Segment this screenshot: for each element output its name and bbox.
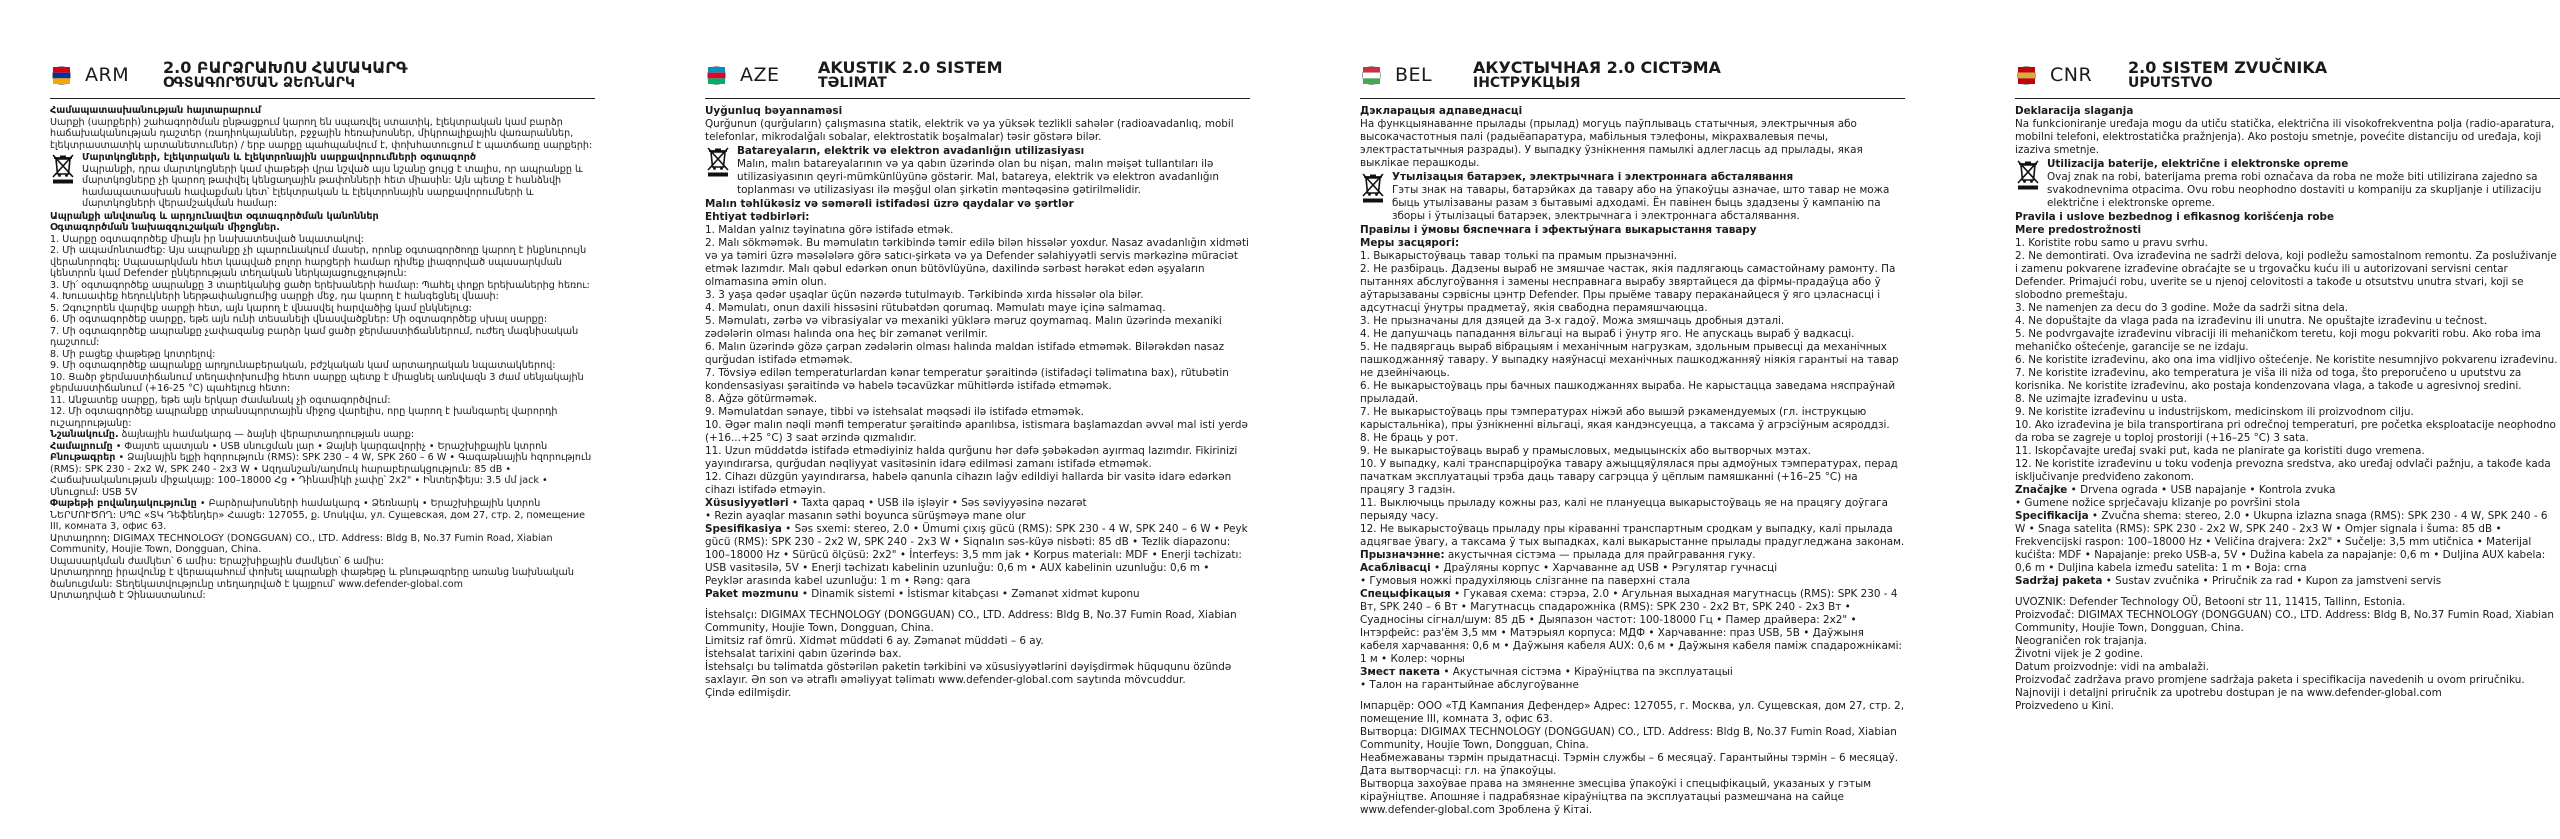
paragraph: 2. Ne demontirati. Ova izrađevina ne sadrži delova, koji podležu samostalnom remontu. Za posluživanje i zamenu pokvarene izrađevine obraćajte se u trgovačku kuću ili u autorizovani servisni centar Defender. Primajući robu, uverite se u njenoj celovitosti a takođe u otsutstvu unutra stvari, koji se slobodno premeštaju. bbox=[2015, 250, 2557, 301]
paragraph-label: Xüsusiyyətləri bbox=[705, 497, 789, 509]
section-heading: Mere predostrožnosti bbox=[2015, 224, 2142, 236]
disposal-notice bbox=[705, 145, 1250, 197]
paragraph: 9. Məmulatdan sənaye, tibbi və istehsalat məqsədi ilə istifadə etməmək. bbox=[705, 406, 1084, 418]
labeled-paragraph bbox=[50, 452, 595, 498]
paragraph: Вытворца захоўвае права на змяненне змесціва ўпакоўкі і спецыфікацый, указаных у гэтым кіраўніцтве. Апошняе і падрабязнае кіраўніцтва па эксплуатацыі размешчана на сайце www.defender-global.com Зроблена ў Кітаі. bbox=[1360, 778, 1872, 816]
product-title: 2.0 SISTEM ZVUČNIKA bbox=[2128, 57, 2328, 77]
paragraph: 1. Выкарыстоўваць тавар толькі па прамым прызначэнні. bbox=[1360, 250, 1678, 262]
paragraph-label: Համալրումը bbox=[50, 440, 113, 452]
spacer bbox=[1360, 692, 1905, 700]
paragraph: 2. Malı sökməmək. Bu məmulatın tərkibində təmir edilə bilən hissələr yoxdur. Nasaz avadanlığın xidməti və ya təmiri üzrə məsələlərə görə satıcı-şirkətə və ya Defender səlahiyyətli servis mərkəzinə müraciət etmək lazımdır. Malı qəbul edərkən onun bütövlüyünə, daxilində sərbəst hərəkət edən əşyaların olmamasına əmin olun. bbox=[705, 237, 1249, 288]
column-body bbox=[1360, 105, 1905, 817]
section-heading: Uyğunluq bəyannaməsi bbox=[705, 105, 843, 117]
paragraph: 10. Əgər malın nəqli mənfi temperatur şəraitində aparılıbsa, istismara başlamazdan əvvəl mal isti yerdə (+16...+25 °C) 3 saat ərzində qızmalıdır. bbox=[705, 419, 1248, 444]
paragraph-label: Բնութագրեր bbox=[50, 452, 116, 463]
column-header bbox=[1360, 52, 1905, 99]
section-heading: Правілы і ўмовы бяспечнага і эфектыўнага выкарыстання тавару bbox=[1360, 224, 1757, 236]
paragraph: 3. Не прызначаны для дзяцей да 3-х гадоў. Можа змяшчаць дробныя дэталі. bbox=[1360, 315, 1785, 327]
disposal-body: Ապրանքի, դրա մարտկոցների կամ փաթեթի վրա նշված այս նշանը ցույց է տալիս, որ ապրանքը և մարտկոցները չի կարող թափվել կենցաղային թափոնների հետ միասին: Այն պետք է հանձնվի համապատասխան հավաքման կետ՝ էլեկտրական և էլեկտրոնային սարքավորումների և մարտկոցների վերամշակման համար: bbox=[82, 163, 583, 209]
crossed-bin-icon bbox=[50, 152, 76, 184]
paragraph-label: Փաթեթի բովանդակությունը bbox=[50, 498, 197, 509]
language-code: CNR bbox=[2050, 64, 2093, 86]
product-subtitle: ՕԳՏԱԳՈՐԾՄԱՆ ՁԵՌՆԱՐԿ bbox=[163, 75, 355, 92]
product-subtitle: ІНСТРУКЦЫЯ bbox=[1473, 75, 1581, 92]
paragraph-label: Спецыфікацыя bbox=[1360, 588, 1451, 600]
paragraph: Неабмежаваны тэрмін прыдатнасці. Тэрмін службы – 6 месяцаў. Гарантыйны тэрмін – 6 месяцаў. Дата вытворчасці: гл. на ўпакоўцы. bbox=[1360, 752, 1899, 777]
paragraph-value: • Taxta qapaq • USB ilə işləyir • Səs səviyyəsinə nəzarət bbox=[788, 497, 1087, 509]
disposal-text bbox=[1392, 171, 1905, 223]
section-heading: Malın təhlükəsiz və səmərəli istifadəsi üzrə qaydalar və şərtlər bbox=[705, 198, 1074, 210]
section-heading: Deklaracija slaganja bbox=[2015, 105, 2134, 117]
paragraph-label: Značajke bbox=[2015, 484, 2068, 496]
paragraph: 9. Մի օգտագործեք ապրանքը արդյունաբերական, բժշկական կամ արտադրական նպատակներով: bbox=[50, 360, 556, 371]
paragraph: Proizvođač zadržava pravo promjene sadržaja paketa i specifikacija navedenih u ovom priručniku. Najnoviji i detaljni priručnik za upotrebu dostupan je na www.defender-global.com bbox=[2015, 674, 2525, 699]
paragraph: 1. Սարքը օգտագործեք միայն իր նախատեսված նպատակով: bbox=[50, 233, 364, 245]
language-column-arm bbox=[50, 52, 595, 832]
paragraph-label: Specifikacija bbox=[2015, 510, 2089, 522]
paragraph: 1. Koristite robu samo u pravu svrhu. bbox=[2015, 237, 2208, 249]
paragraph: 11. Iskopčavajte uređaj svaki put, kada ne planirate ga koristiti dugo vremena. bbox=[2015, 445, 2425, 457]
column-header bbox=[50, 52, 595, 99]
language-column-cnr bbox=[2015, 52, 2560, 832]
paragraph: • Gumene nožice sprječavaju klizanje po površini stola bbox=[2015, 497, 2301, 509]
labeled-paragraph bbox=[1360, 562, 1905, 575]
paragraph: • Rezin ayaqlar masanın səthi boyunca sürüşməyə mane olur bbox=[705, 510, 1026, 522]
paragraph: 8. Не браць у рот. bbox=[1360, 432, 1459, 444]
paragraph-value: • Səs sxemi: stereo, 2.0 • Ümumi çıxış gücü (RMS): SPK 230 - 4 W, SPK 240 – 6 W • Peyk gücü (RMS): SPK 230 - 2x2 W, SPK 240 - 2x3 W • Siqnalın səs-küyə nisbəti: 85 dB • Tezlik diapazonu: 100–18000 Hz • Sürücü ölçüsü: 2x2" • İnterfeys: 3,5 mm jak • Korpus materialı: MDF • Enerji təchizatı: USB vasitəsilə, 5V • Enerji təchizatı kabelinin uzunluğu: 0,6 m • AUX kabelinin uzunluğu: 0,6 m • Peyklər arasında kabel uzunluğu: 1 m • Rəng: qara bbox=[705, 523, 1248, 587]
paragraph: UVOZNIK: Defender Technology OÜ, Betooni str 11, 11415, Tallinn, Estonia. bbox=[2015, 596, 2406, 608]
title-block bbox=[163, 59, 408, 92]
section-heading: Ehtiyat tədbirləri: bbox=[705, 211, 810, 223]
paragraph-value: • Sustav zvučnika • Priručnik za rad • Kupon za jamstveni servis bbox=[2102, 575, 2442, 587]
paragraph: 12. Ne koristite izrađevinu u toku vođenja prevozna sredstva, ako uređaj odvlači pažnju, a takođe kada isključivanje predviđeno zakonom. bbox=[2015, 458, 2551, 483]
paragraph-label: Прызначэнне: bbox=[1360, 549, 1445, 561]
paragraph: 12. Cihazı düzgün yayındırarsa, habelə qanunla cihazın lağv edildiyi hallarda bir vasitə idarə edərkən cihazı istifadə etməyin. bbox=[705, 471, 1232, 496]
crossed-bin-icon bbox=[1360, 171, 1386, 203]
flag-icon bbox=[707, 66, 726, 85]
paragraph: 3. Մի՛ օգտագործեք ապրանքը 3 տարեկանից ցածր երեխաների համար: Պահել փոքր երեխաներից հեռու: bbox=[50, 279, 590, 291]
paragraph: 10. Ցածր ջերմաստիճանում տեղափոխումից հետո սարքը պետք է միացնել առնվազն 3 ժամ սենյակային ջերմաստիճանում (+16-25 °C) պահելուց հետո: bbox=[50, 371, 584, 394]
labeled-paragraph bbox=[705, 523, 1250, 588]
paragraph-value: • Բարձրախոսների համակարգ • Ձեռնարկ • Երաշխիքային կտրոն bbox=[196, 498, 541, 509]
section-heading: Меры засцярогі: bbox=[1360, 237, 1460, 249]
paragraph: Životni vijek je 2 godine. bbox=[2015, 648, 2144, 660]
paragraph: 11. Uzun müddətdə istifadə etmədiyiniz halda qurğunu hər dəfə şəbəkədən ayırmaq lazımdır. Fikirinizi yayındırarsa, qurğudan nəqliyyat vasitəsinin idarə edilməsi zamanı istifadə etməmək. bbox=[705, 445, 1238, 470]
paragraph-value: • Ձայնային ելքի հզորություն (RMS): SPK 230 – 4 W, SPK 260 – 6 W • Գագաթնային հզորություն (RMS): SPK 230 - 2x2 W, SPK 240 - 2x3 W • Ազդանշան/աղմուկ հարաբերակցություն: 85 dB • Հաճախականության միջակայք: 100–18000 Հց • Դինամիկի չափը՝ 2x2" • Ինտերֆեյս: 3.5 մմ jack • Սնուցում: USB 5V bbox=[50, 452, 592, 498]
labeled-paragraph bbox=[1360, 666, 1905, 679]
language-code: BEL bbox=[1395, 64, 1433, 86]
product-title: AKUSTIK 2.0 SISTEM bbox=[818, 57, 1003, 77]
paragraph: 4. Ne dopuštajte da vlaga pada na izrađevinu ili unutra. Ne opuštajte izrađevinu u tečnost. bbox=[2015, 315, 2488, 327]
column-body bbox=[2015, 105, 2560, 713]
paragraph: Արտադրված է Չինաստանում: bbox=[50, 590, 206, 601]
paragraph: 4. Не дапушчаць пападання вільгаці на выраб і ўнутр яго. Не апускаць выраб ў вадкасці. bbox=[1360, 328, 1855, 340]
column-body bbox=[705, 105, 1250, 700]
column-header bbox=[705, 52, 1250, 99]
column-body bbox=[50, 105, 595, 602]
paragraph: 6. Մի օգտագործեք սարքը, եթե այն ունի տեսանելի վնասվածքներ: Մի օգտագործեք սխալ սարքը: bbox=[50, 314, 548, 325]
disposal-heading: Մարտկոցների, էլեկտրական և էլեկտրոնային սարքավորումների օգտագործ bbox=[82, 152, 477, 163]
title-block bbox=[1473, 59, 1721, 92]
paragraph: 7. Tövsiyə edilən temperaturlardan kənar temperatur şəraitində (istifadəçi təlimatına bax), rütubətin kondensasiyası şəraitində və habelə təcavüzkar mühitlərdə istifadə etməmək. bbox=[705, 367, 1229, 392]
paragraph: Çində edilmişdir. bbox=[705, 687, 792, 699]
paragraph: 7. Не выкарыстоўваць пры тэмпературах ніжэй або вышэй рэкамендуемых (гл. інструкцыю карыстальніка), пры ўзнікненні вільгаці, якая кандэнсуецца, а таксама ў агрэсіўным асяроддзі. bbox=[1360, 406, 1890, 431]
labeled-paragraph bbox=[1360, 549, 1905, 562]
disposal-body: Ovaj znak na robi, baterijama prema robi označava da roba ne može biti utilizirana zajedno sa svakodnevnima otpacima. Ovu robu neophodno dostaviti u kompaniju za skupljanje i utilizaciju električne i elektronske opreme. bbox=[2047, 171, 2542, 209]
column-header bbox=[2015, 52, 2560, 99]
paragraph: 6. Ne koristite izrađevinu, ako ona ima vidljivo oštećenje. Ne koristite nesumnjivo pokvarenu izrađevinu. bbox=[2015, 354, 2558, 366]
product-subtitle: TƏLIMAT bbox=[818, 75, 887, 92]
paragraph: 6. Не выкарыстоўваць пры бачных пашкоджаннях выраба. Не карыстацца заведама няспраўнай прыладай. bbox=[1360, 380, 1896, 405]
labeled-paragraph bbox=[2015, 575, 2560, 588]
paragraph: 3. Ne namenjen za decu do 3 godine. Može da sadrži sitna dela. bbox=[2015, 302, 2349, 314]
paragraph-label: Նշանակումը. bbox=[50, 429, 119, 440]
title-block bbox=[2128, 59, 2327, 92]
paragraph: 7. Մի օգտագործեք ապրանքը չափազանց բարձր կամ ցածր ջերմաստիճաններում, ուժեղ մագնիսական դաշտում: bbox=[50, 325, 579, 348]
paragraph: İstehsalçı: DIGIMAX TECHNOLOGY (DONGGUAN) CO., LTD. Address: Bldg B, No.37 Fumin Road, Xiabian Community, Houjie Town, Dongguan, China. bbox=[705, 609, 1237, 634]
paragraph: 4. Խուսափեք հեղուկների ներթափանցումից սարքի մեջ, դա կարող է հանգեցնել վնասի: bbox=[50, 291, 499, 302]
paragraph: 2. Մի ապամոնտաժեք: Այս ապրանքը չի պարունակում մասեր, որոնք օգտագործողը կարող է ինքնուրույն վերանորոգել: Սպասարկման հետ կապված բոլոր հարցերի համար դիմեք լիազորված սպասարկման կենտրոն կամ Defender ընկերության տեղական ներկայացուցչություն: bbox=[50, 245, 587, 279]
section-heading: Օգտագործման նախազգուշական միջոցներ. bbox=[50, 222, 280, 233]
disposal-notice bbox=[1360, 171, 1905, 223]
paragraph: 11. Выключыць прыладу кожны раз, калі не плануецца выкарыстоўваць яе на працягу доўгага перыяду часу. bbox=[1360, 497, 1888, 522]
paragraph: 5. Ne podvrgavajte izrađevinu vibraciji ili mehaničkom teretu, koji mogu pokvariti robu. Ako roba ima mehaničko oštećenje, garancije se ne izdaju. bbox=[2015, 328, 2541, 353]
paragraph: 5. Məmulatı, zərbə və vibrasiyalar və mexaniki yüklərə məruz qoymamaq. Malın üzərində mexaniki zədələrin olması halında ona heç bir zəmanət verilmir. bbox=[705, 315, 1222, 340]
paragraph-value: • Гукавая схема: стэрэа, 2.0 • Агульная выхадная магутнасць (RMS): SPK 230 - 4 Вт, SPK 240 – 6 Вт • Магутнасць спадарожніка (RMS): SPK 230 - 2x2 Вт, SPK 240 - 2x3 Вт • Суадносіны сігнал/шум: 85 дБ • Дыяпазон частот: 100-18000 Гц • Памер драйвера: 2x2" • Інтэрфейс: раз'ём 3,5 мм • Матэрыял корпуса: МДФ • Харчаванне: праз USB, 5В • Даўжыня кабеля харчавання: 0,6 м • Даўжыня кабеля AUX: 0,6 м • Даўжыня кабеля паміж спадарожнікамі: 1 м • Колер: чорны bbox=[1360, 588, 1903, 665]
paragraph: İstehsalçı bu təlimatda göstərilən paketin tərkibini və xüsusiyyətlərini dəyişdirmək hüququnu özündə saxlayır. Ən son və ətraflı əməliyyat təlimatı www.defender-global.com saytında mövcuddur. bbox=[705, 661, 1232, 686]
language-code: ARM bbox=[85, 64, 130, 86]
labeled-paragraph bbox=[705, 588, 1250, 601]
paragraph: Datum proizvodnje: vidi na ambalaži. bbox=[2015, 661, 2209, 673]
paragraph-label: Змест пакета bbox=[1360, 666, 1441, 678]
flag-icon bbox=[1362, 66, 1381, 85]
title-block bbox=[818, 59, 1003, 92]
language-code: AZE bbox=[740, 64, 780, 86]
disposal-text bbox=[737, 145, 1250, 197]
product-title: АКУСТЫЧНАЯ 2.0 СІСТЭМА bbox=[1473, 57, 1721, 77]
paragraph-value: • Փայտե պատյան • USB սնուցման լար • Ձայնի կարգավորիչ • Երաշխիքային կտրոն bbox=[112, 440, 548, 452]
paragraph: Proizvođač: DIGIMAX TECHNOLOGY (DONGGUAN) CO., LTD. Address: Bldg B, No.37 Fumin Road, Xiabian Community, Houjie Town, Dongguan, China. bbox=[2015, 609, 2554, 634]
language-column-aze bbox=[705, 52, 1250, 832]
disposal-body: Гэты знак на тавары, батарэйках да тавару або на ўпакоўцы азначае, што тавар не можа быць утылізаваны разам з бытавымі адходамі. Ён павінен быць здадзены ў кампанію па зборы і ўтылізацыі батарэек, электрычнага і электроннага абсталявання. bbox=[1392, 184, 1890, 222]
paragraph: 10. Ako izrađevina je bila transportirana pri odrečnoj temperaturi, pre početka eksploatacije neophodno da roba se zagreje u toploj prostoriji (+16–25 °C) 3 sata. bbox=[2015, 419, 2556, 444]
section-heading: Ապրանքի անվտանգ և արդյունավետ օգտագործման կանոններ bbox=[50, 210, 379, 222]
paragraph-label: Sadržaj paketa bbox=[2015, 575, 2103, 587]
product-subtitle: UPUTSTVO bbox=[2128, 75, 2213, 92]
paragraph-label: Асаблівасці bbox=[1360, 562, 1431, 574]
crossed-bin-icon bbox=[705, 145, 731, 177]
paragraph: Qurğunun (qurğuların) çalışmasına statik, elektrik və ya yüksək tezlikli sahələr (radioavadanlıq, mobil telefonlar, mikrodalğalı sobalar, elektrostatik boşalmalar) təsir göstərə bilər. bbox=[705, 118, 1234, 143]
language-column-bel bbox=[1360, 52, 1905, 832]
paragraph: 2. Не разбіраць. Дадзены выраб не змяшчае частак, якія падлягаюць самастойнаму рамонту. Па пытаннях абслугоўвання і замены несправнага вырабу звяртайцеся да фірмы-прадаўца або ў аўтарызаваны сэрвісны цэнтр Defender. Пры прыёме тавару пераканайцеся ў яго цэласнасці і адсутнасці ўнутры прадметаў, якія свабодна перамяшчаюцца. bbox=[1360, 263, 1896, 314]
paragraph-value: • Драўляны корпус • Харчаванне ад USB • Рэгулятар гучнасці bbox=[1430, 562, 1778, 574]
paragraph: İstehsalat tarixini qabın üzərində bax. bbox=[705, 648, 902, 660]
disposal-body: Malın, malın batareyalarının və ya qabın üzərində olan bu nişan, malın məişət tullantıları ilə utilizasiyasının qeyri-mümkünlüyünə göstərir. Mal, batareya, elektrik və elektron avadanlığın toplanması və utilizasiyası ilə məşğul olan şirkətin məntəqəsinə gətirilməlidir. bbox=[737, 158, 1219, 196]
paragraph: 5. Не падвяргаць выраб вібрацыям і механічным нагрузкам, здольным прывесці да механічных пашкоджанняў тавару. У выпадку наяўнасці механічных пашкоджанняў ніякія гарантыі на тавар не дзейнічаюць. bbox=[1360, 341, 1899, 379]
paragraph: Proizvedeno u Kini. bbox=[2015, 700, 2114, 712]
spacer bbox=[705, 601, 1250, 609]
paragraph: Імпарцёр: ООО «ТД Кампания Дефендер» Адрес: 127055, г. Москва, ул. Сущевская, дом 27, стр. 2, помещение III, комната 3, офис 63. bbox=[1360, 700, 1904, 725]
paragraph-value: ձայնային համակարգ — ձայնի վերարտադրության սարք: bbox=[118, 429, 415, 440]
paragraph: • Гумовыя ножкі прадухіляюць слізганне па паверхні стала bbox=[1360, 575, 1691, 587]
disposal-notice bbox=[2015, 158, 2560, 210]
flag-icon bbox=[2017, 66, 2036, 85]
paragraph-value: • Dinamik sistemi • İstismar kitabçası • Zəmanət xidmət kuponu bbox=[798, 588, 1140, 600]
crossed-bin-icon bbox=[2015, 158, 2041, 190]
labeled-paragraph bbox=[50, 498, 595, 510]
labeled-paragraph bbox=[1360, 588, 1905, 666]
paragraph: 6. Malın üzərində gözə çarpan zədələrin olması halında maldan istifadə etməmək. Bilərəkdən nasaz qurğudan istifadə etməmək. bbox=[705, 341, 1225, 366]
paragraph: 8. Ağzə götürməmək. bbox=[705, 393, 818, 405]
paragraph: 1. Maldan yalnız təyinatına görə istifadə etmək. bbox=[705, 224, 954, 236]
disposal-text bbox=[82, 152, 595, 210]
paragraph-value: • Акустычная сістэма • Кіраўніцтва па эксплуатацыі bbox=[1440, 666, 1733, 678]
product-title: 2.0 ԲԱՐՁՐԱԽՈՍ ՀԱՄԱԿԱՐԳ bbox=[163, 57, 408, 77]
paragraph: 11. Անջատեք սարքը, եթե այն երկար ժամանակ չի օգտագործվում: bbox=[50, 394, 391, 406]
labeled-paragraph bbox=[50, 429, 595, 441]
paragraph: Вытворца: DIGIMAX TECHNOLOGY (DONGGUAN) CO., LTD. Address: Bldg B, No.37 Fumin Road, Xiabian Community, Houjie Town, Dongguan, China. bbox=[1360, 726, 1897, 751]
paragraph: ՆԵՐՄՈՒԾՈՂ: ՍՊԸ «ՏԿ Դեֆենդեր» Հասցե: 127055, ք. Մոսկվա, ул. Сущевская, дом 27, стр. 2, помещение III, комната 3, офис 63. bbox=[50, 509, 586, 532]
paragraph: 12. Не выкарыстоўваць прыладу пры кіраванні транспартным сродкам у выпадку, калі прылада адцягвае ўвагу, а таксама ў тых выпадках, калі выкарыстанне прылады прадугледжана законам. bbox=[1360, 523, 1905, 548]
disposal-text bbox=[2047, 158, 2560, 210]
paragraph-value: акустычная сістэма — прылада для прайгравання гуку. bbox=[1444, 549, 1756, 561]
paragraph: Սարքի (սարքերի) շահագործման ընթացքում կարող են սպառվել ստատիկ, էլեկտրական կամ բարձր հաճախականության դաշտեր (ռադիոկայաններ, բջջային հեռախոսներ, միկրոալիքային վառարաններ, էլեկտրաստատիկ արտանետումներ) / երբ սարքը պահպանվում է, փոխհատուցում է պատճառը սարքերի: bbox=[50, 116, 593, 151]
labeled-paragraph bbox=[2015, 484, 2560, 497]
labeled-paragraph bbox=[50, 441, 595, 453]
paragraph: 3. 3 yaşa qədər uşaqlar üçün nəzərdə tutulmayıb. Tərkibində xırda hissələr ola bilər. bbox=[705, 289, 1144, 301]
paragraph-value: • Zvučna shema: stereo, 2.0 • Ukupna izlazna snaga (RMS): SPK 230 - 4 W, SPK 240 - 6 W • Snaga satelita (RMS): SPK 230 - 2x2 W, SPK 240 - 2x3 W • Omjer signala i šuma: 85 dB • Frekvencijski raspon: 100–18000 Hz • Veličina drajvera: 2x2" • Sučelje: 3,5 mm utičnica • Materijal kućišta: MDF • Napajanje: preko USB-a, 5V • Dužina kabela za napajanje: 0,6 m • Duljina AUX kabela: 0,6 m • Duljina kabela između satelita: 1 m • Boja: crna bbox=[2015, 510, 2548, 574]
paragraph: 10. У выпадку, калі транспарціроўка тавару ажыццяўлялася пры адмоўных тэмпературах, перад пачаткам эксплуатацыі трэба даць тавару сагрэцца ў цёплым памяшканні (+16–25 °C) на працягу 3 гадзін. bbox=[1360, 458, 1898, 496]
section-heading: Համապատասխանության հայտարարում bbox=[50, 105, 261, 116]
paragraph: 12. Մի օգտագործեք ապրանքը տրանսպորտային միջոց վարելիս, որը կարող է խանգարել վարորդի ուշադրությանը: bbox=[50, 406, 558, 429]
paragraph: 8. Մի բացեք փաթեթը կոտրելով: bbox=[50, 348, 216, 360]
paragraph-value: • Drvena ograda • USB napajanje • Kontrola zvuka bbox=[2067, 484, 2336, 496]
paragraph: 9. Ne koristite izrađevinu u industrijskom, medicinskom ili proizvodnom cilju. bbox=[2015, 406, 2414, 418]
paragraph: • Талон на гарантыйнае абслугоўванне bbox=[1360, 679, 1579, 691]
section-heading: Дэкларацыя адпаведнасці bbox=[1360, 105, 1523, 117]
paragraph: Արտադրող: DIGIMAX TECHNOLOGY (DONGGUAN) CO., LTD. Address: Bldg B, No.37 Fumin Road, Xiabian Community, Houjie Town, Dongguan, China. bbox=[50, 532, 553, 555]
paragraph: Neograničen rok trajanja. bbox=[2015, 635, 2148, 647]
spacer bbox=[2015, 588, 2560, 596]
paragraph: 7. Ne koristite izrađevinu, ako temperatura je viša ili niža od toga, što preporučeno u uputstvu za korisnika. Ne koristite izrađevinu, ako postaja kondenzovana vlaga, a takođe u agresivnoj sredini. bbox=[2015, 367, 2522, 392]
paragraph: 5. Զգուշորեն վարվեք սարքի հետ, այն կարող է վնասվել հարվածից կամ ընկնելուց: bbox=[50, 302, 472, 314]
paragraph: 4. Məmulatı, onun daxili hissəsini rütubətdən qorumaq. Məmulatı maye içinə salmamaq. bbox=[705, 302, 1166, 314]
disposal-heading: Utilizacija baterije, električne i elektronske opreme bbox=[2047, 158, 2349, 170]
section-heading: Pravila i uslove bezbednog i efikasnog korišćenja robe bbox=[2015, 211, 2335, 223]
paragraph: Սպասարկման ժամկետ՝ 6 ամիս: Երաշխիքային ժամկետ՝ 6 ամիս: bbox=[50, 555, 384, 567]
labeled-paragraph bbox=[705, 497, 1250, 510]
paragraph: На функцыянаванне прылады (прылад) могуць паўплываць статычныя, электрычныя або высокачастотныя палі (радыёапаратура, мабільныя тэлефоны, мікрахвалевыя печы, электрастатычныя разрады). У выпадку ўзнікнення памылкі адлегласць ад прылады, якая выклікае перашкоды. bbox=[1360, 118, 1863, 169]
flag-icon bbox=[52, 66, 71, 85]
paragraph-label: Spesifikasiya bbox=[705, 523, 782, 535]
disposal-heading: Batareyaların, elektrik və elektron avadanlığın utilizasiyası bbox=[737, 145, 1085, 157]
paragraph: 9. Не выкарыстоўваць выраб у прамысловых, медыцынскіх або вытворчых мэтах. bbox=[1360, 445, 1811, 457]
labeled-paragraph bbox=[2015, 510, 2560, 575]
paragraph: Արտադրողը իրավունք է վերապահում փոխել ապրանքի փաթեթը և բնութագրերը առանց նախնական ծանուցման: Տեղեկատվությունը տեղադրված է կայքում՝ www.defender-global.com bbox=[50, 567, 574, 590]
disposal-notice bbox=[50, 152, 595, 210]
paragraph: Na funkcioniranje uređaja mogu da utiču statička, električna ili visokofrekventna polja (radio-aparatura, mobilni telefoni, elektrostatička pražnjenja). Ako postoju smetnje, povećite distanciju od uređaja, koji izaziva smetnje. bbox=[2015, 118, 2555, 156]
paragraph: Limitsiz raf ömrü. Xidmət müddəti 6 ay. Zəmanət müddəti – 6 ay. bbox=[705, 635, 1044, 647]
disposal-heading: Утылізацыя батарэек, электрычнага і электроннага абсталявання bbox=[1392, 171, 1794, 183]
paragraph: 8. Ne uzimajte izrađevinu u usta. bbox=[2015, 393, 2187, 405]
paragraph-label: Paket məzmunu bbox=[705, 588, 799, 600]
